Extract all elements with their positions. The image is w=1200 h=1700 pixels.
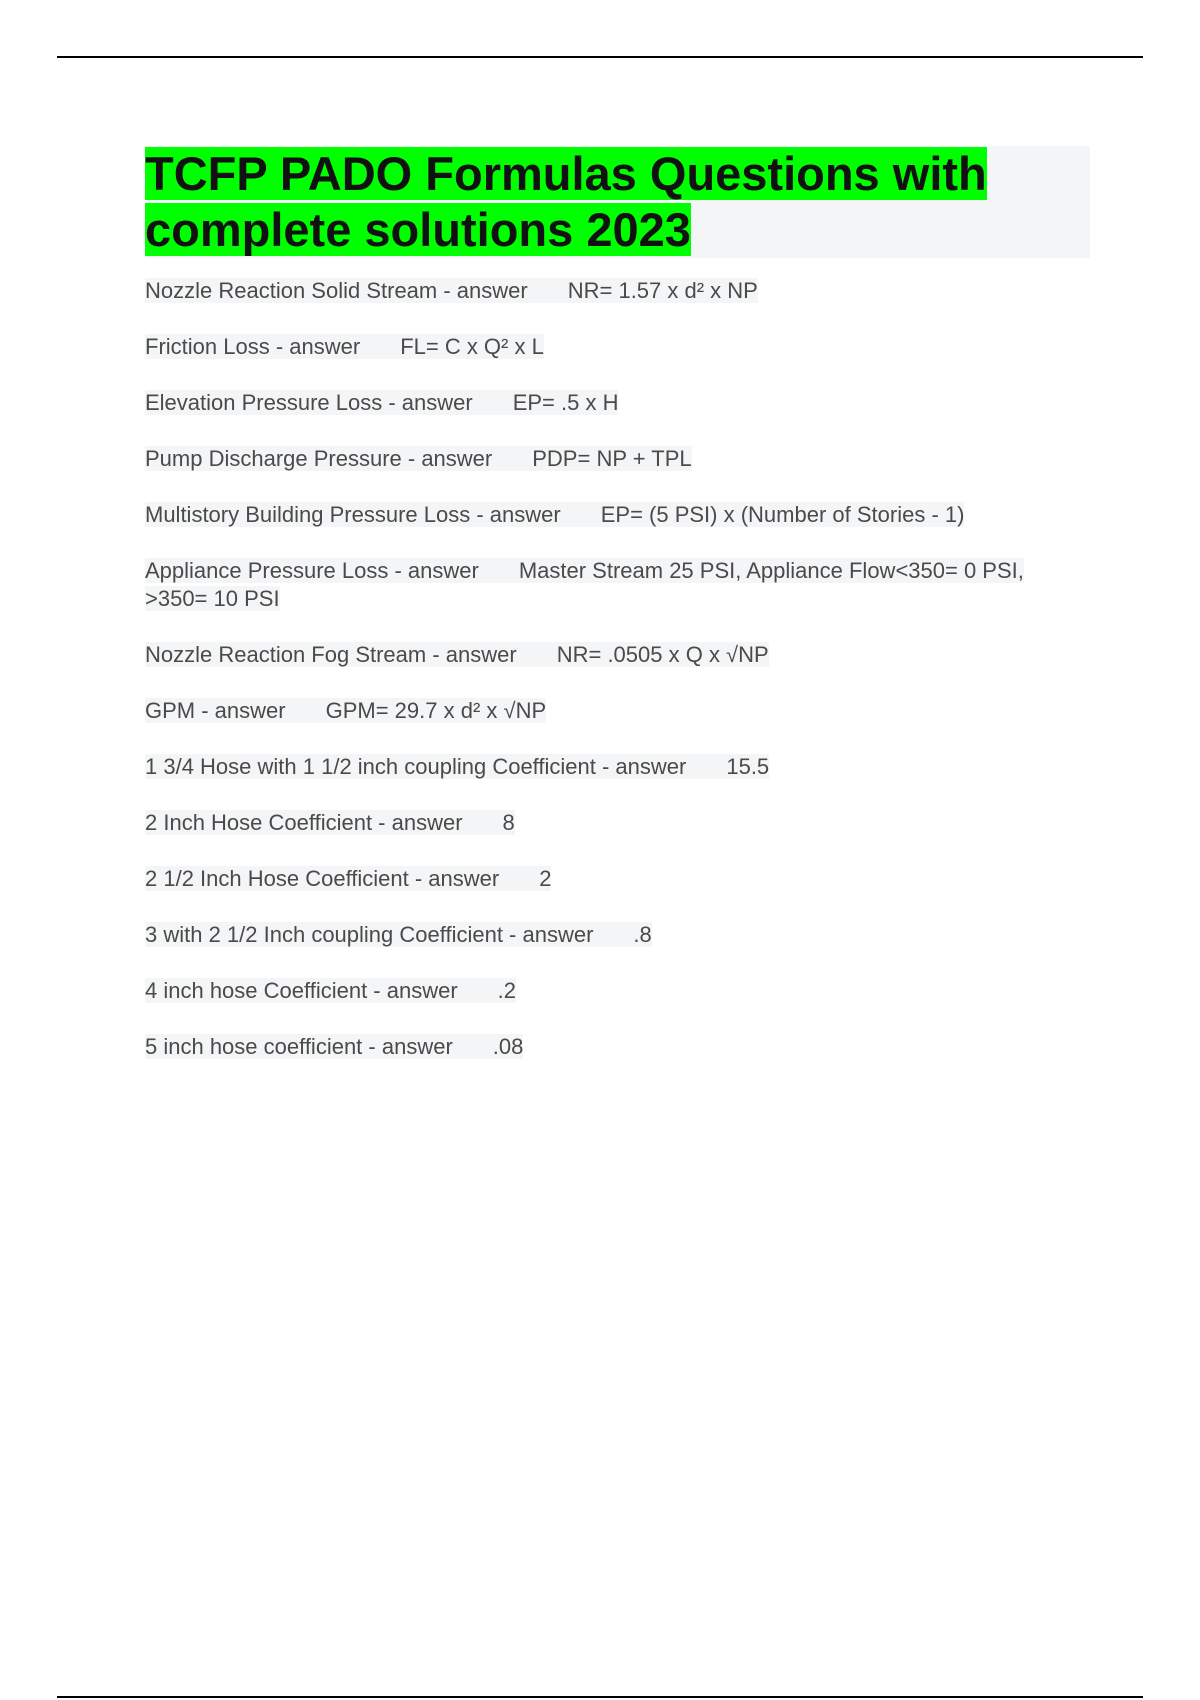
question-text: Appliance Pressure Loss - answer xyxy=(145,558,479,583)
question-text: Nozzle Reaction Fog Stream - answer xyxy=(145,642,517,667)
answer-text: Master Stream 25 PSI, Appliance Flow<350= 0 PSI, >350= 10 PSI xyxy=(145,558,1024,611)
list-item xyxy=(145,697,1090,725)
question-text: Friction Loss - answer xyxy=(145,334,361,359)
question-text: 2 Inch Hose Coefficient - answer xyxy=(145,810,463,835)
question-text: Elevation Pressure Loss - answer xyxy=(145,390,473,415)
list-item xyxy=(145,753,1090,781)
answer-text: NR= .0505 x Q x √NP xyxy=(556,642,769,667)
list-item xyxy=(145,501,1090,529)
list-item xyxy=(145,557,1090,613)
document-title xyxy=(145,146,1090,258)
document-body xyxy=(145,146,1090,1089)
list-item xyxy=(145,277,1090,305)
answer-text: GPM= 29.7 x d² x √NP xyxy=(325,698,547,723)
list-item xyxy=(145,641,1090,669)
answer-text: 8 xyxy=(502,810,515,835)
title-highlight: TCFP PADO Formulas Questions with complete solutions 2023 xyxy=(145,147,987,256)
list-item xyxy=(145,445,1090,473)
answer-text: EP= .5 x H xyxy=(512,390,619,415)
answer-text: PDP= NP + TPL xyxy=(532,446,692,471)
answer-text: 2 xyxy=(539,866,552,891)
list-item xyxy=(145,977,1090,1005)
list-item xyxy=(145,333,1090,361)
question-text: Pump Discharge Pressure - answer xyxy=(145,446,493,471)
list-item xyxy=(145,1033,1090,1061)
question-text: 4 inch hose Coefficient - answer xyxy=(145,978,458,1003)
answer-text: .2 xyxy=(497,978,517,1003)
question-text: 3 with 2 1/2 Inch coupling Coefficient - answer xyxy=(145,922,594,947)
answer-text: .08 xyxy=(492,1034,524,1059)
list-item xyxy=(145,389,1090,417)
bottom-rule xyxy=(57,1696,1143,1698)
question-text: 5 inch hose coefficient - answer xyxy=(145,1034,453,1059)
question-text: 2 1/2 Inch Hose Coefficient - answer xyxy=(145,866,500,891)
question-text: Multistory Building Pressure Loss - answer xyxy=(145,502,561,527)
qa-list xyxy=(145,277,1090,1061)
answer-text: 15.5 xyxy=(726,754,770,779)
top-rule xyxy=(57,56,1143,58)
answer-text: .8 xyxy=(633,922,652,947)
question-text: GPM - answer xyxy=(145,698,286,723)
answer-text: NR= 1.57 x d² x NP xyxy=(567,278,758,303)
answer-text: EP= (5 PSI) x (Number of Stories - 1) xyxy=(600,502,965,527)
list-item xyxy=(145,865,1090,893)
question-text: Nozzle Reaction Solid Stream - answer xyxy=(145,278,528,303)
title-block xyxy=(145,146,1090,258)
list-item xyxy=(145,921,1090,949)
list-item xyxy=(145,809,1090,837)
answer-text: FL= C x Q² x L xyxy=(400,334,544,359)
question-text: 1 3/4 Hose with 1 1/2 inch coupling Coefficient - answer xyxy=(145,754,687,779)
